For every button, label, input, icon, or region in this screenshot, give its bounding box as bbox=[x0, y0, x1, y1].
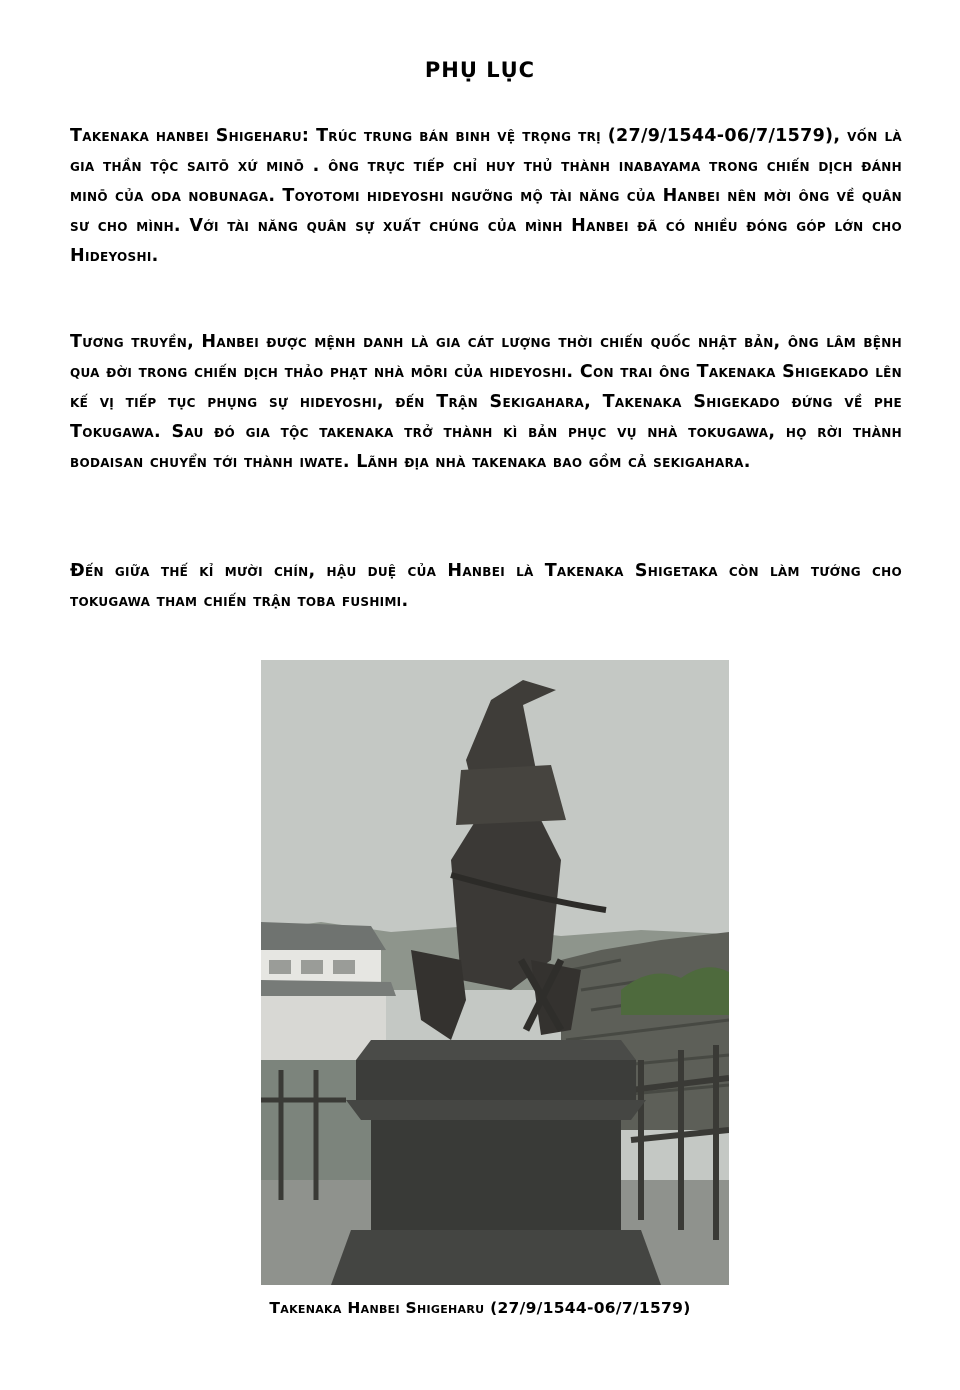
statue-photo bbox=[261, 660, 729, 1285]
page-title: PHỤ LỤC bbox=[424, 58, 536, 82]
statue-illustration bbox=[261, 660, 729, 1285]
photo-caption: Takenaka Hanbei Shigeharu (27/9/1544-06/7/1579) bbox=[269, 1299, 691, 1317]
paragraph-1: Takenaka hanbei Shigeharu: Trúc trung bán binh vệ trọng trị (27/9/1544-06/7/1579), vốn là gia thần tộc saitō xứ minō . ông trực tiếp chỉ huy thủ thành inabayama trong chiến dịch đánh minō của oda nobunaga. Toyotomi hideyoshi ngưỡng mộ tài năng của Hanbei nên mời ông về quân sư cho mình. Với tài năng quân sự xuất chúng của mình Hanbei đã có nhiều đóng góp lớn cho Hideyoshi. bbox=[70, 126, 902, 266]
paragraph-2: Tương truyền, Hanbei được mệnh danh là gia cát lượng thời chiến quốc nhật bản, ông lâm bệnh qua đời trong chiến dịch thảo phạt nhà mōri của hideyoshi. Con trai ông Takenaka Shigekado lên kế vị tiếp tục phụng sự hideyoshi, đến Trận Sekigahara, Takenaka Shigekado đứng về phe Tokugawa. Sau đó gia tộc takenaka trở thành kì bản phục vụ nhà tokugawa, họ rời thành bodaisan chuyển tới thành iwate. Lãnh địa nhà takenaka bao gồm cả sekigahara. bbox=[70, 332, 902, 472]
paragraph-3: Đến giữa thế kỉ mười chín, hậu duệ của Hanbei là Takenaka Shigetaka còn làm tướng cho tokugawa tham chiến trận toba fushimi. bbox=[70, 561, 902, 611]
